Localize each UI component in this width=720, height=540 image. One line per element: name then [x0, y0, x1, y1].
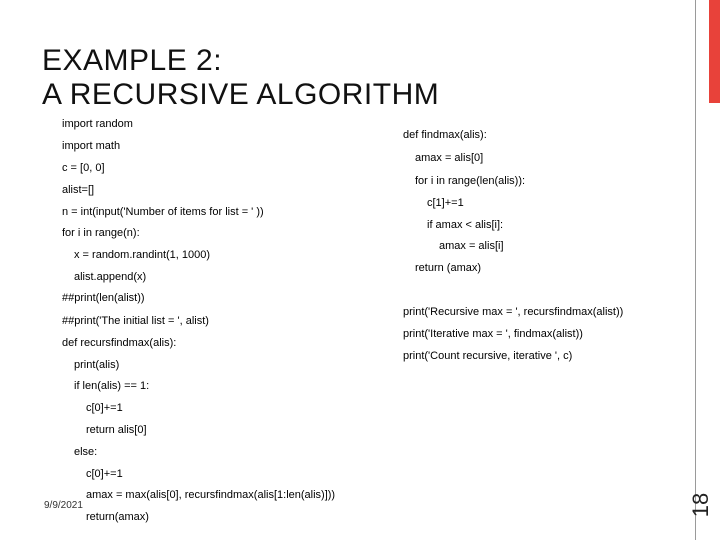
code-line: for i in range(n):	[62, 227, 140, 239]
code-line: c[0]+=1	[86, 468, 123, 480]
code-line: c = [0, 0]	[62, 162, 105, 174]
code-line: alist.append(x)	[74, 271, 147, 283]
title-line-2: A RECURSIVE ALGORITHM	[42, 78, 440, 111]
code-line: ##print('The initial list = ', alist)	[62, 315, 209, 327]
code-line: print('Iterative max = ', findmax(alist))	[403, 328, 583, 340]
code-line: return(amax)	[86, 511, 149, 523]
code-line: print(alis)	[74, 359, 120, 371]
code-line: return (amax)	[415, 262, 482, 274]
code-line: c[0]+=1	[86, 402, 123, 414]
divider-line	[695, 0, 696, 540]
code-line: print('Recursive max = ', recursfindmax(alist))	[403, 306, 624, 318]
title-line-1: EXAMPLE 2:	[42, 44, 223, 77]
code-line: x = random.randint(1, 1000)	[74, 249, 211, 261]
code-line: amax = max(alis[0], recursfindmax(alis[1:len(alis)]))	[86, 489, 336, 501]
code-line: if len(alis) == 1:	[74, 380, 150, 392]
code-line: ##print(len(alist))	[62, 292, 145, 304]
code-line: import random	[62, 118, 133, 130]
code-line: print('Count recursive, iterative ', c)	[403, 350, 573, 362]
code-line: if amax < alis[i]:	[427, 219, 504, 231]
slide-title	[42, 44, 439, 112]
slide-date: 9/9/2021	[44, 500, 83, 511]
code-line: c[1]+=1	[427, 197, 464, 209]
code-line: amax = alis[0]	[415, 152, 484, 164]
accent-bar	[709, 0, 720, 103]
page-number: 18	[688, 492, 713, 518]
code-line: alist=[]	[62, 184, 95, 196]
code-line: else:	[74, 446, 98, 458]
code-line: def recursfindmax(alis):	[62, 337, 177, 349]
code-line: amax = alis[i]	[439, 240, 504, 252]
code-line: n = int(input('Number of items for list = ' ))	[62, 206, 264, 218]
code-line: return alis[0]	[86, 424, 147, 436]
code-line: def findmax(alis):	[403, 129, 487, 141]
code-line: import math	[62, 140, 121, 152]
code-line: for i in range(len(alis)):	[415, 175, 526, 187]
